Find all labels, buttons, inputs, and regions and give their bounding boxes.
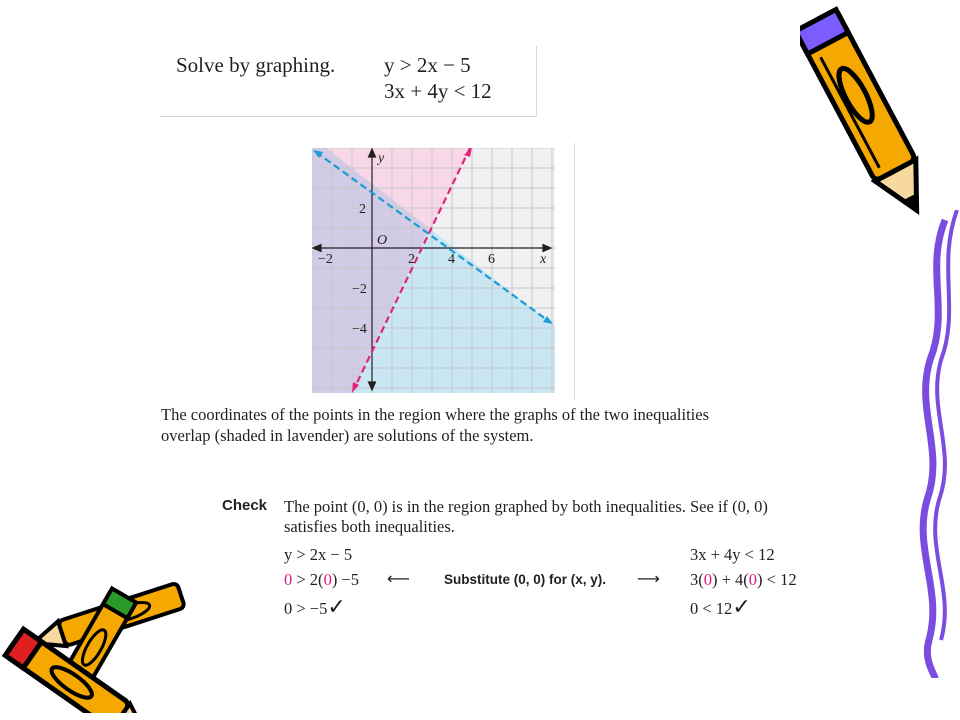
row-text: 0 < 12 — [690, 599, 733, 618]
zero-value: 0 — [703, 570, 712, 589]
pencil-clipart-bottom-left — [0, 578, 195, 713]
zero-value: 0 — [748, 570, 758, 589]
left-row-1: y > 2x − 5 — [284, 545, 353, 564]
check-text: The point (0, 0) is in the region graphed by both inequalities. See if (0, 0) satisfies both inequalities. — [284, 497, 768, 536]
x-tick-6: 6 — [488, 252, 495, 267]
right-row-2 — [690, 570, 797, 590]
row-text: ) < 12 — [757, 570, 797, 589]
inequality-1: y > 2x − 5 — [384, 53, 471, 77]
graph-caption: The coordinates of the points in the region where the graphs of the two inequalities overlap (shaded in lavender) are solutions of the system. — [161, 405, 710, 445]
inequality-graph — [312, 148, 555, 393]
right-arrow-icon: ⟶ — [637, 569, 660, 588]
zero-value: 0 — [323, 570, 332, 589]
row-text: 3( — [690, 570, 704, 589]
checkmark-icon: ✓ — [327, 595, 346, 620]
inequality-2: 3x + 4y < 12 — [384, 79, 492, 103]
x-tick-4: 4 — [448, 252, 455, 267]
row-text: ) + 4( — [712, 570, 749, 589]
axis-y-label: y — [378, 151, 385, 166]
left-row-2 — [284, 570, 359, 590]
x-tick-2: 2 — [408, 252, 415, 267]
pencil-clipart-top-right — [800, 0, 950, 230]
left-arrow-icon: ⟵ — [387, 569, 410, 588]
substitute-label: Substitute (0, 0) for (x, y). — [444, 572, 607, 587]
row-text: > 2( — [292, 570, 324, 589]
right-row-3 — [690, 595, 751, 620]
problem-label: Solve by graphing. — [176, 53, 336, 77]
squiggle-border — [905, 210, 960, 680]
row-text: ) −5 — [331, 570, 359, 589]
axis-x-label: x — [540, 252, 547, 267]
origin-label: O — [377, 233, 388, 248]
row-text: 0 > −5 — [284, 599, 328, 618]
check-title: Check — [222, 497, 268, 514]
y-tick-neg2: −2 — [352, 282, 367, 297]
y-tick-neg4: −4 — [352, 322, 367, 337]
right-row-1: 3x + 4y < 12 — [690, 545, 775, 564]
x-tick-neg2: −2 — [318, 252, 333, 267]
zero-value: 0 — [284, 570, 293, 589]
left-row-3 — [284, 595, 346, 620]
y-tick-2: 2 — [359, 202, 366, 217]
checkmark-icon: ✓ — [732, 595, 751, 620]
